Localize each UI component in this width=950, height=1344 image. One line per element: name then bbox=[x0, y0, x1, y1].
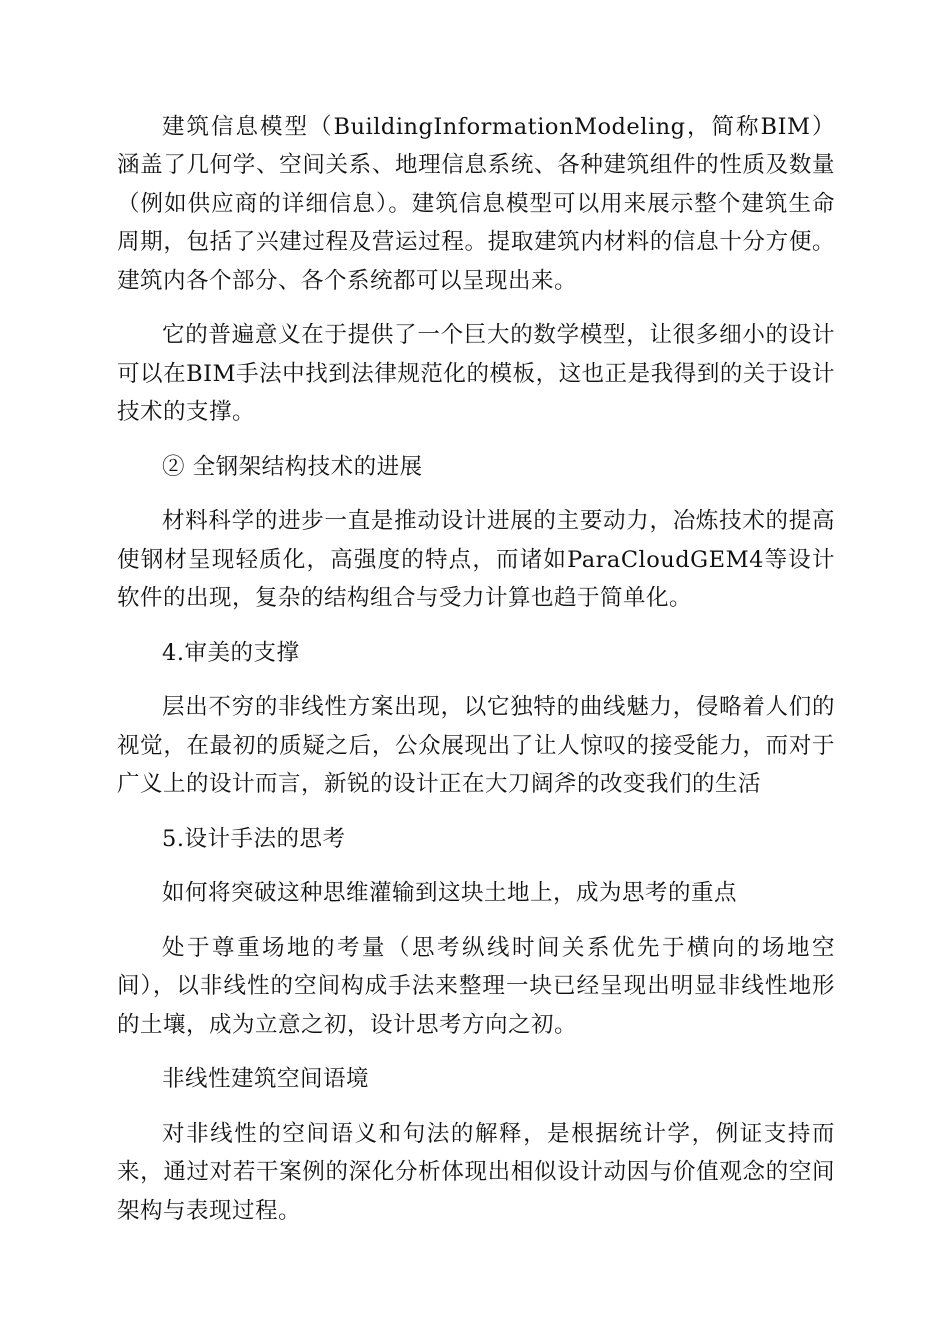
heading-steel-structure: ② 全钢架结构技术的进展 bbox=[162, 453, 423, 480]
paragraph-spatial-semantics: 对非线性的空间语义和句法的解释，是根据统计学，例证支持而来，通过对若干案例的深化分析体现出相似设计动因与价值观念的空间架构与表现过程。 bbox=[117, 1120, 835, 1224]
paragraph-focus-question: 如何将突破这种思维灌输到这块土地上，成为思考的重点 bbox=[162, 880, 738, 907]
heading-design-method: 5.设计手法的思考 bbox=[162, 825, 346, 852]
document-page bbox=[117, 108, 835, 1246]
paragraph-site-consideration: 处于尊重场地的考量（思考纵线时间关系优先于横向的场地空间），以非线性的空间构成手法来整理一块已经呈现出明显非线性地形的土壤，成为立意之初，设计思考方向之初。 bbox=[117, 934, 835, 1038]
paragraph-nonlinear-schemes: 层出不穷的非线性方案出现，以它独特的曲线魅力，侵略着人们的视觉，在最初的质疑之后，公众展现出了让人惊叹的接受能力，而对于广义上的设计而言，新锐的设计正在大刀阔斧的改变我们的生活 bbox=[117, 694, 835, 798]
heading-nonlinear-context: 非线性建筑空间语境 bbox=[162, 1066, 370, 1093]
paragraph-bim-definition: 建筑信息模型（BuildingInformationModeling，简称BIM）涵盖了几何学、空间关系、地理信息系统、各种建筑组件的性质及数量（例如供应商的详细信息）。建筑信息模型可以用来展示整个建筑生命周期，包括了兴建过程及营运过程。提取建筑内材料的信息十分方便。建筑内各个部分、各个系统都可以呈现出来。 bbox=[117, 114, 835, 294]
paragraph-bim-significance: 它的普遍意义在于提供了一个巨大的数学模型，让很多细小的设计可以在BIM手法中找到法律规范化的模板，这也正是我得到的关于设计技术的支撑。 bbox=[117, 322, 835, 426]
paragraph-materials-science: 材料科学的进步一直是推动设计进展的主要动力，冶炼技术的提高使钢材呈现轻质化，高强度的特点，而诸如ParaCloudGEM4等设计软件的出现，复杂的结构组合与受力计算也趋于简单化。 bbox=[117, 508, 835, 612]
heading-aesthetic-support: 4.审美的支撑 bbox=[162, 639, 300, 666]
